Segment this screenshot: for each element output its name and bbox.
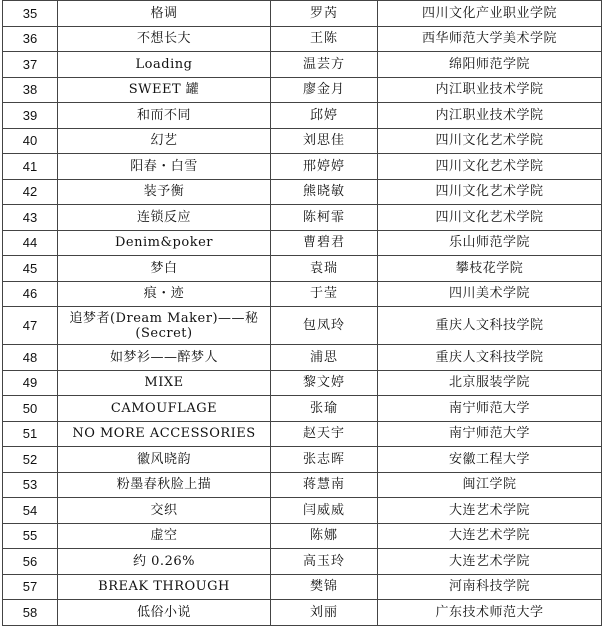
row-number: 44: [3, 230, 58, 256]
row-number: 57: [3, 574, 58, 600]
table-row: [3, 600, 602, 626]
row-number: 43: [3, 205, 58, 231]
author-name: 张瑜: [271, 396, 378, 422]
work-title-line-1: 追梦者(Dream Maker)——秘: [69, 310, 259, 326]
table-row: [3, 26, 602, 52]
row-number: 47: [3, 307, 58, 345]
work-title: 虚空: [58, 523, 271, 549]
school-name: 闽江学院: [378, 472, 602, 498]
row-number: 36: [3, 26, 58, 52]
row-number: 48: [3, 345, 58, 371]
row-number: 51: [3, 421, 58, 447]
table-row: [3, 1, 602, 27]
work-title: 装予衡: [58, 179, 271, 205]
school-name: 安徽工程大学: [378, 447, 602, 473]
school-name: 四川美术学院: [378, 281, 602, 307]
author-name: 闫威威: [271, 498, 378, 524]
work-title: 梦白: [58, 256, 271, 282]
author-name: 樊锦: [271, 574, 378, 600]
author-name: 陈娜: [271, 523, 378, 549]
table-row: [3, 52, 602, 78]
row-number: 58: [3, 600, 58, 626]
work-title: 阳春・白雪: [58, 154, 271, 180]
work-title: 约 0.26%: [58, 549, 271, 575]
table-row: [3, 421, 602, 447]
school-name: 大连艺术学院: [378, 549, 602, 575]
table-row: [3, 523, 602, 549]
author-name: 黎文婷: [271, 370, 378, 396]
work-title: 格调: [58, 1, 271, 27]
row-number: 40: [3, 128, 58, 154]
table-row: [3, 574, 602, 600]
author-name: 刘丽: [271, 600, 378, 626]
author-name: 浦思: [271, 345, 378, 371]
school-name: 重庆人文科技学院: [378, 307, 602, 345]
work-title: 低俗小说: [58, 600, 271, 626]
row-number: 54: [3, 498, 58, 524]
work-title: 幻艺: [58, 128, 271, 154]
table-row: [3, 179, 602, 205]
work-title: Loading: [58, 52, 271, 78]
school-name: 西华师范大学美术学院: [378, 26, 602, 52]
row-number: 45: [3, 256, 58, 282]
work-title: 如梦衫——醉梦人: [58, 345, 271, 371]
author-name: 廖金月: [271, 77, 378, 103]
table-row: [3, 103, 602, 129]
table-row: [3, 447, 602, 473]
work-title: BREAK THROUGH: [58, 574, 271, 600]
work-title: 交织: [58, 498, 271, 524]
work-title: 连锁反应: [58, 205, 271, 231]
author-name: 温芸方: [271, 52, 378, 78]
table-row: [3, 472, 602, 498]
row-number: 39: [3, 103, 58, 129]
author-name: 罗芮: [271, 1, 378, 27]
author-name: 于莹: [271, 281, 378, 307]
school-name: 四川文化艺术学院: [378, 205, 602, 231]
row-number: 50: [3, 396, 58, 422]
work-title-line-2: (Secret): [135, 325, 193, 341]
table-row: [3, 498, 602, 524]
row-number: 46: [3, 281, 58, 307]
school-name: 四川文化艺术学院: [378, 128, 602, 154]
table-row: [3, 281, 602, 307]
author-name: 赵天宇: [271, 421, 378, 447]
row-number: 37: [3, 52, 58, 78]
row-number: 42: [3, 179, 58, 205]
work-title: MIXE: [58, 370, 271, 396]
school-name: 大连艺术学院: [378, 523, 602, 549]
table-row: [3, 396, 602, 422]
row-number: 53: [3, 472, 58, 498]
work-title: 痕・迹: [58, 281, 271, 307]
author-name: 高玉玲: [271, 549, 378, 575]
row-number: 49: [3, 370, 58, 396]
work-title: SWEET 罐: [58, 77, 271, 103]
school-name: 四川文化产业职业学院: [378, 1, 602, 27]
table-row: [3, 256, 602, 282]
table-row: [3, 154, 602, 180]
school-name: 广东技术师范大学: [378, 600, 602, 626]
award-list-body: [3, 1, 602, 626]
work-title: 不想长大: [58, 26, 271, 52]
author-name: 王陈: [271, 26, 378, 52]
author-name: 张志晖: [271, 447, 378, 473]
author-name: 陈柯霏: [271, 205, 378, 231]
row-number: 35: [3, 1, 58, 27]
award-list-table: [2, 0, 602, 626]
school-name: 南宁师范大学: [378, 421, 602, 447]
table-row: [3, 128, 602, 154]
work-title: NO MORE ACCESSORIES: [58, 421, 271, 447]
author-name: 熊晓敏: [271, 179, 378, 205]
school-name: 重庆人文科技学院: [378, 345, 602, 371]
author-name: 邱婷: [271, 103, 378, 129]
school-name: 北京服装学院: [378, 370, 602, 396]
school-name: 河南科技学院: [378, 574, 602, 600]
school-name: 四川文化艺术学院: [378, 154, 602, 180]
author-name: 袁瑞: [271, 256, 378, 282]
table-row: [3, 345, 602, 371]
table-row: [3, 307, 602, 345]
work-title: 和而不同: [58, 103, 271, 129]
author-name: 刘思佳: [271, 128, 378, 154]
work-title: Denim&poker: [58, 230, 271, 256]
work-title: 粉墨春秋脸上描: [58, 472, 271, 498]
school-name: 内江职业技术学院: [378, 77, 602, 103]
author-name: 包凤玲: [271, 307, 378, 345]
row-number: 41: [3, 154, 58, 180]
row-number: 55: [3, 523, 58, 549]
school-name: 四川文化艺术学院: [378, 179, 602, 205]
table-row: [3, 230, 602, 256]
table-row: [3, 370, 602, 396]
table-row: [3, 77, 602, 103]
school-name: 南宁师范大学: [378, 396, 602, 422]
school-name: 绵阳师范学院: [378, 52, 602, 78]
table-row: [3, 549, 602, 575]
work-title: 徽风晓韵: [58, 447, 271, 473]
table-row: [3, 205, 602, 231]
school-name: 攀枝花学院: [378, 256, 602, 282]
school-name: 大连艺术学院: [378, 498, 602, 524]
author-name: 邢婷婷: [271, 154, 378, 180]
work-title: [58, 307, 271, 345]
author-name: 蒋慧南: [271, 472, 378, 498]
author-name: 曹碧君: [271, 230, 378, 256]
row-number: 38: [3, 77, 58, 103]
school-name: 乐山师范学院: [378, 230, 602, 256]
row-number: 52: [3, 447, 58, 473]
work-title: CAMOUFLAGE: [58, 396, 271, 422]
row-number: 56: [3, 549, 58, 575]
school-name: 内江职业技术学院: [378, 103, 602, 129]
